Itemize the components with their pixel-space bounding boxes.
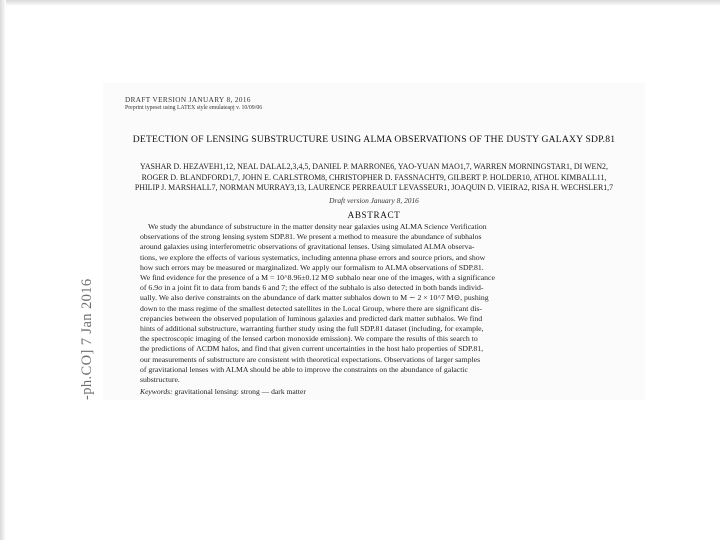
draft-header-line: DRAFT VERSION JANUARY 8, 2016 [125,96,251,104]
abstract-line: We study the abundance of substructure in the matter density near galaxies using ALMA Science Verification [148,222,487,231]
arxiv-side-stamp: -ph.CO] 7 Jan 2016 [79,278,95,400]
keywords-text: gravitational lensing: strong — dark matter [174,387,306,396]
paper-draft-version: Draft version January 8, 2016 [329,196,419,205]
abstract-line: our measurements of substructure are consistent with theoretical expectations. Observations of larger samples [140,354,481,364]
abstract-line: hints of additional substructure, warranting further study using the full SDP.81 dataset (including, for example, [140,324,484,334]
paper-keywords [140,387,575,396]
abstract-line: We find evidence for the presence of a M = 10^8.96±0.12 M⊙ subhalo near one of the images, with a significance [140,273,495,283]
paper-image [103,83,645,400]
keywords-label: Keywords: [140,387,173,396]
abstract-heading: ABSTRACT [347,210,401,220]
paper-draft-header [125,96,262,112]
abstract-body [140,222,575,385]
abstract-line: crepancies between the observed population of luminous galaxies and predicted dark matter subhalos. We find [140,313,483,323]
draft-subheader-line: Preprint typeset using LATEX style emulateapj v. 10/09/06 [125,105,263,111]
abstract-line: observations of the strong lensing system SDP.81. We present a method to measure the abundance of subhalos [140,232,482,242]
abstract-line: the spectroscopic imaging of the lensed carbon monoxide emission). We compare the results of this search to [140,334,478,344]
abstract-line: the predictions of ΛCDM halos, and find that given current uncertainties in the host halo properties of SDP.81, [140,344,484,354]
paper-title: DETECTION OF LENSING SUBSTRUCTURE USING ALMA OBSERVATIONS OF THE DUSTY GALAXY SDP.81 [132,134,616,145]
abstract-line: how such errors may be measured or marginalized. We apply our formalism to ALMA observations of SDP.81. [140,262,484,272]
abstract-line: tions, we explore the effects of various systematics, including antenna phase errors and source priors, and show [140,252,486,262]
slide-shadow-top [0,0,720,6]
author-line: ROGER D. BLANDFORD1,7, JOHN E. CARLSTROM8, CHRISTOPHER D. FASSNACHT9, GILBERT P. HOLDER10, ATHOL KIMBALL11, [141,172,607,182]
abstract-line: ually. We also derive constraints on the abundance of dark matter subhalos down to M ∼ 2 × 10^7 M⊙, pushing [140,293,489,303]
abstract-line: of gravitational lenses with ALMA should be able to improve the constraints on the abundance of galactic [140,364,468,374]
abstract-line: substructure. [140,375,180,385]
author-line: PHILIP J. MARSHALL7, NORMAN MURRAY3,13, LAURENCE PERREAULT LEVASSEUR1, JOAQUIN D. VIEIRA2, RISA H. WECHSLER1,7 [134,183,614,192]
abstract-line: around galaxies using interferometric observations of gravitational lenses. Using simulated ALMA observa- [140,242,475,252]
paper-authors [103,162,645,194]
abstract-line: of 6.9σ in a joint fit to data from bands 6 and 7; the effect of the subhalo is also detected in both bands individ- [140,283,484,293]
abstract-line: down to the mass regime of the smallest detected satellites in the Local Group, where there are significant dis- [140,303,482,313]
slide-shadow-left [0,0,6,540]
author-line: YASHAR D. HEZAVEH1,12, NEAL DALAL2,3,4,5, DANIEL P. MARRONE6, YAO-YUAN MAO1,7, WARREN MORNINGSTAR1, DI WEN2, [140,162,608,171]
